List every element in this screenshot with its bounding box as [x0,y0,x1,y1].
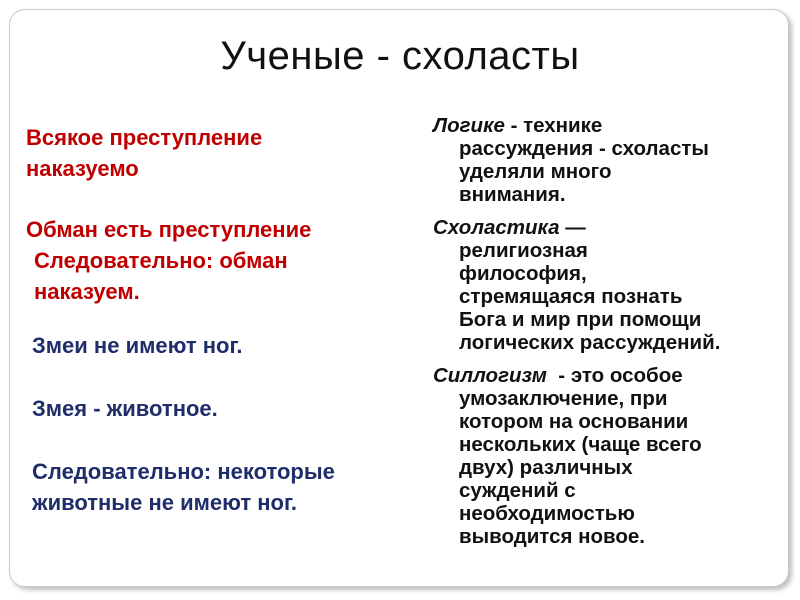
crime-premise-major: Всякое преступление наказуемо [26,125,263,181]
definition-line: необходимостью [459,502,635,525]
definition-line: двух) различных [459,456,633,479]
definition-line: рассуждения - схоласты [459,137,709,160]
definition-line: философия, [459,262,587,285]
crime-conclusion: Следовательно: обман наказуем. [34,248,288,304]
definition-scholasticism [433,216,778,354]
snakes-premise-major: Змеи не имеют ног. [32,333,243,358]
definition-line: внимания. [459,183,566,206]
definition-line: религиозная [459,239,588,262]
syllogism-crime [26,122,406,307]
definition-first-line: - это особое [546,364,683,387]
definition-line: котором на основании [459,410,689,433]
snakes-conclusion: Следовательно: некоторые животные не имеют ног. [32,459,335,515]
definition-first-line: — [559,216,586,239]
definition-syllogism [433,364,778,548]
definition-logic [433,114,778,206]
crime-premise-minor: Обман есть преступление [26,217,312,242]
definitions-list [433,114,778,558]
definition-line: суждений с [459,479,576,502]
definition-line: выводится новое. [459,525,645,548]
definition-line: стремящаяся познать [459,285,683,308]
definition-line: логических рассуждений. [459,331,721,354]
definition-line: умозаключение, при [459,387,668,410]
definition-line: Бога и мир при помощи [459,308,702,331]
snakes-premise-minor: Змея - животное. [32,396,218,421]
slide-title: Ученые - схоласты [220,34,580,78]
definition-term: Схоластика [433,216,560,239]
syllogism-snakes [32,330,412,518]
definition-first-line: - технике [504,114,603,137]
definition-term: Логике [433,114,505,137]
definition-term: Силлогизм [433,364,547,387]
definition-line: уделяли много [459,160,612,183]
definition-line: нескольких (чаще всего [459,433,702,456]
